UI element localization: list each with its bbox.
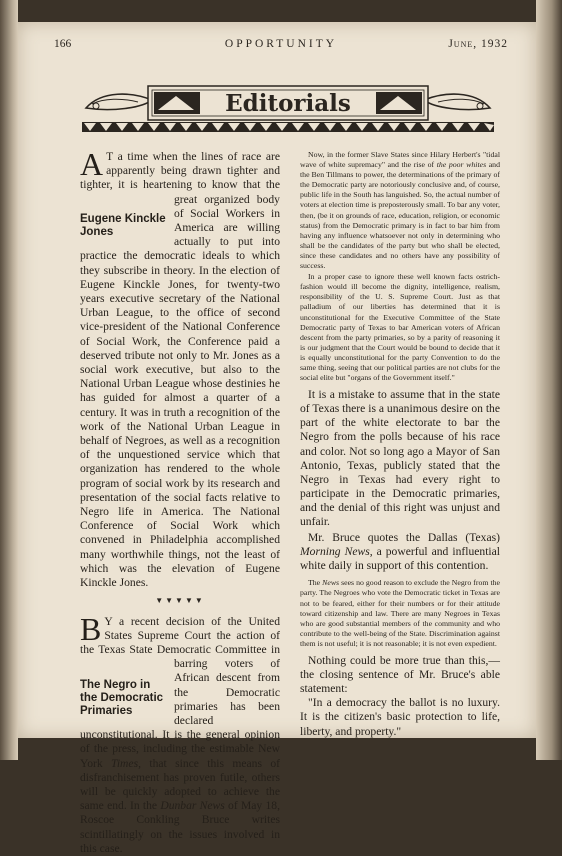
left-column xyxy=(80,146,280,856)
banner-title: Editorials xyxy=(225,90,351,117)
block-quote xyxy=(300,578,500,649)
banner-ornament xyxy=(82,78,494,134)
editorial-heading: Eugene Kinckle Jones xyxy=(80,212,166,238)
editorial-lead: Y a recent decision of the United States Supreme Court the action of the Texas State Democratic Committee in barring xyxy=(80,614,280,671)
emphasis: Dunbar News xyxy=(160,799,225,813)
editorial-heading: The Negro in the Democratic Primaries xyxy=(80,679,164,718)
paragraph: It is a mistake to assume that in the state of Texas there is a unanimous desire on the part of the white electorate to bar the Negro from the polls because of his race and color. Not so long ago a Mayor of San Antonio, Texas, publicly stated that the Negro in Texas had every right to participate in the Democratic primaries, and the denial of this right was unjust and unfair. xyxy=(300,388,500,528)
paragraph xyxy=(300,531,500,573)
paragraph-text: Mr. Bruce quotes the Dallas (Texas) xyxy=(308,531,500,545)
quote-text: Now, in the former Slave States since Hilary Herbert's "tidal wave of white supremacy" and the rise of xyxy=(300,150,500,170)
magazine-title: OPPORTUNITY xyxy=(224,38,338,50)
paragraph: Nothing could be more true than this,—the closing sentence of Mr. Bruce's able statement: xyxy=(300,654,500,696)
editorial-body: voters of African descent from the Democratic primaries has been declared unconstitutional. It is the general opinion of the press, including the estimable New York xyxy=(80,657,280,770)
quote-text: sees no good reason to exclude the Negro from the party. The Negroes who vote the Democratic ticket in Texas are not to be feared, either for their numbers or for their attitude toward citizenship and law. There are many Negroes in Texas who are good substantial members of the community and who contribute to the well-being of the State. Discrimination against them is not useful; it is not reasonable; it is not even expedient. xyxy=(300,578,500,648)
emphasis: Morning News, xyxy=(300,545,373,559)
emphasis: News xyxy=(322,578,340,588)
quote-text: The xyxy=(308,578,323,588)
dropcap: B xyxy=(80,610,102,647)
editorial-lead: T a time when the lines of race are apparently being drawn tighter and tighter, it is heartening to know that the great xyxy=(80,150,280,206)
editorial-body: that since this means of disfranchisement has proven futile, others will be quickly adopted to achieve the same end. In the xyxy=(80,756,280,813)
block-quote xyxy=(300,150,500,271)
emphasis: Times, xyxy=(111,756,141,770)
editorial-jones xyxy=(80,146,280,590)
page-edge xyxy=(536,0,562,760)
issue-date: June, 1932 xyxy=(448,38,508,50)
editorial-primaries xyxy=(80,610,280,856)
editorials-banner xyxy=(82,78,494,134)
right-column xyxy=(300,150,500,739)
block-quote: In a proper case to ignore these well known facts ostrich-fashion would ill become the dignity, intelligence, realism, responsibility of the U. S. Supreme Court. Just as that palladium of our liberties has determined that it is unconstitutional for the Executive Committee of the State Democratic party of Texas to bar American voters of African descent from the party primaries, so by a parity of reasoning it is our judgment that the Court would be bound to decide that it is equally unconstitutional for the party Convention to do the same thing, seeing that our political parties are not clubs for the social elite but "organs of the Government itself." xyxy=(300,272,500,383)
section-ornament: ▼▼▼▼▼ xyxy=(155,596,205,606)
running-head xyxy=(54,38,508,52)
emphasis: the poor whites xyxy=(436,160,487,170)
quote-text: and the Ben Tillmans to power, the determinations of the primary of the Democratic party are notoriously conclusive and, of course, public life in the South has languished. So, the actual number of voters at election time is preposterously small. To bar any voter, then, (be it on grounds of race, education, religion, or economic status) from the Democratic primary is in fact to bar him from having any influence whatsoever not only in determining who shall be the candidates of the party but who shall be elected, since these candidates and no others have any possibility of success. xyxy=(300,160,500,271)
paragraph-text: a powerful and influential white daily in support of this contention. xyxy=(300,545,501,573)
closing-quote: "In a democracy the ballot is no luxury. It is the citizen's basic protection to life, liberty, and property." xyxy=(300,696,500,738)
dropcap: A xyxy=(80,146,104,182)
page-number: 166 xyxy=(54,38,72,50)
book-spine xyxy=(0,0,18,760)
editorial-body: of May 18, Roscoe Conkling Bruce writes scintillatingly on the issues involved in this case. xyxy=(80,799,280,855)
editorial-body: organized body of Social Workers in America are willing actually to put into practice the democratic ideals to which they subscribe in theory. In the election of Eugene Kinckle Jones, for twenty-two years executive secretary of the National Urban League, to the office of second vice-president of the National Conference of Social Work, the Conference paid a deserved tribute not only to Mr. Jones as a social work executive, but also to the National Urban League whose destinies he has guided for almost a quarter of a century. It was in truth a recognition of the work of the National Urban League in behalf of Negroes, as well as a recognition of the unquestioned service which that organization has rendered to the whole program of social work by its research and presentation of the social facts relative to Negro life in America. The National Conference of Social Work which convened in Philadelphia accomplished many worthwhile things, not the least of which was the elevation of Eugene Kinckle Jones. xyxy=(80,192,280,590)
